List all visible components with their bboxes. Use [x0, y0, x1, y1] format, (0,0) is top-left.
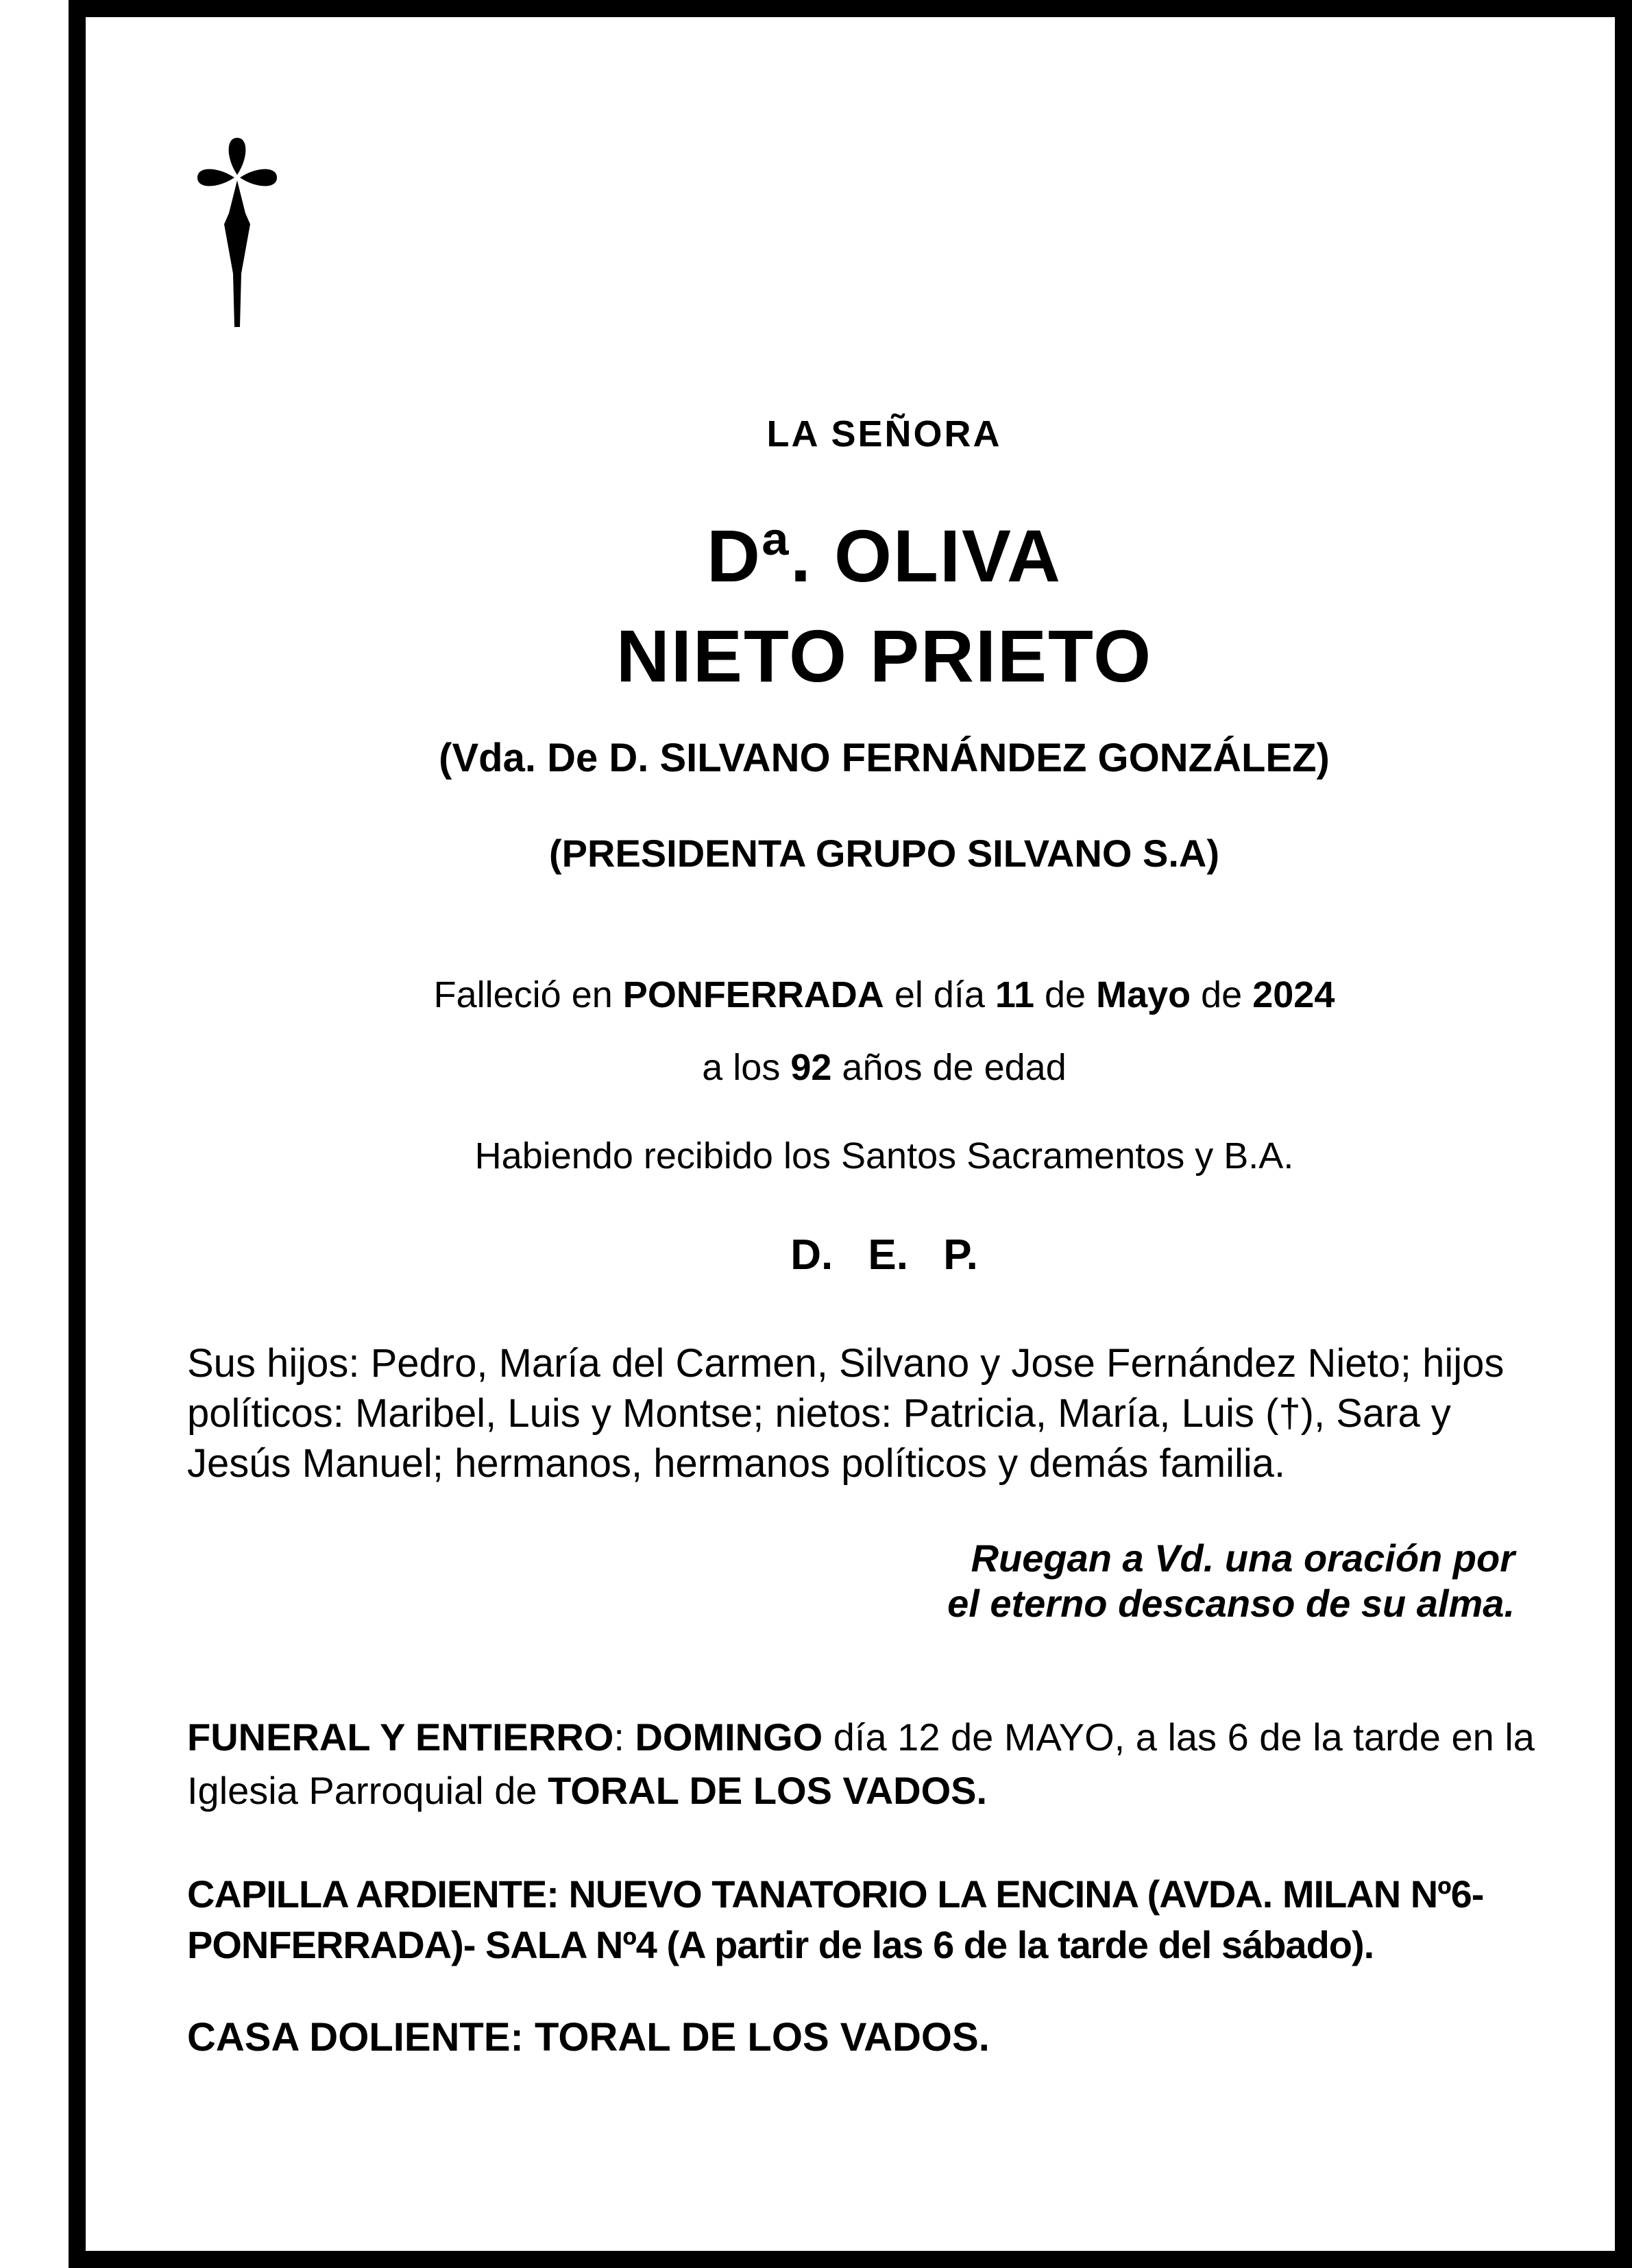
deceased-subtitle-widow: (Vda. De D. SILVANO FERNÁNDEZ GONZÁLEZ) — [439, 736, 1330, 780]
funeral-info: FUNERAL Y ENTIERRO: DOMINGO día 12 de MAYO, a las 6 de la tarde en la Iglesia Parroquial de TORAL DE LOS VADOS. — [187, 1715, 1535, 1812]
death-year: 2024 — [1252, 974, 1335, 1015]
page-title: LA SEÑORA — [766, 413, 1002, 455]
dep-abbreviation: D. E. P. — [790, 1231, 978, 1279]
family-paragraph: Sus hijos: Pedro, María del Carmen, Silvano y Jose Fernández Nieto; hijos políticos: Maribel, Luis y Montse; nietos: Patricia, María, Luis (†), Sara y Jesús Manuel; hermanos, hermanos políticos y demás familia. — [187, 1341, 1505, 1486]
deceased-name — [154, 506, 1614, 706]
prayer-request — [154, 1536, 1515, 1626]
death-month: Mayo — [1096, 974, 1191, 1015]
wake-info: CAPILLA ARDIENTE: NUEVO TANATORIO LA ENCINA (AVDA. MILAN Nº6- PONFERRADA)- SALA Nº4 (A partir de las 6 de la tarde del sábado). — [187, 1872, 1484, 1966]
deceased-name-line2: NIETO PRIETO — [616, 614, 1153, 697]
death-info-line: Falleció en PONFERRADA el día 11 de Mayo de 2024 — [433, 974, 1335, 1015]
funeral-place: TORAL DE LOS VADOS. — [548, 1769, 988, 1812]
age-value: 92 — [790, 1047, 832, 1088]
funeral-day: DOMINGO — [635, 1715, 823, 1759]
prayer-line2: el eterno descanso de su alma. — [947, 1582, 1515, 1625]
memorial-cross-icon — [195, 135, 279, 328]
deceased-name-line1: Dª. OLIVA — [707, 514, 1062, 597]
prayer-line1: Ruegan a Vd. una oración por — [971, 1536, 1515, 1580]
sacraments-line: Habiendo recibido los Santos Sacramentos y B.A. — [474, 1135, 1294, 1177]
deceased-subtitle-role: (PRESIDENTA GRUPO SILVANO S.A) — [549, 832, 1219, 875]
death-day: 11 — [995, 974, 1035, 1015]
death-place: PONFERRADA — [622, 974, 884, 1015]
age-line: a los 92 años de edad — [702, 1047, 1067, 1088]
funeral-label: FUNERAL Y ENTIERRO — [187, 1715, 614, 1759]
mourning-house-info: CASA DOLIENTE: TORAL DE LOS VADOS. — [187, 2015, 990, 2060]
